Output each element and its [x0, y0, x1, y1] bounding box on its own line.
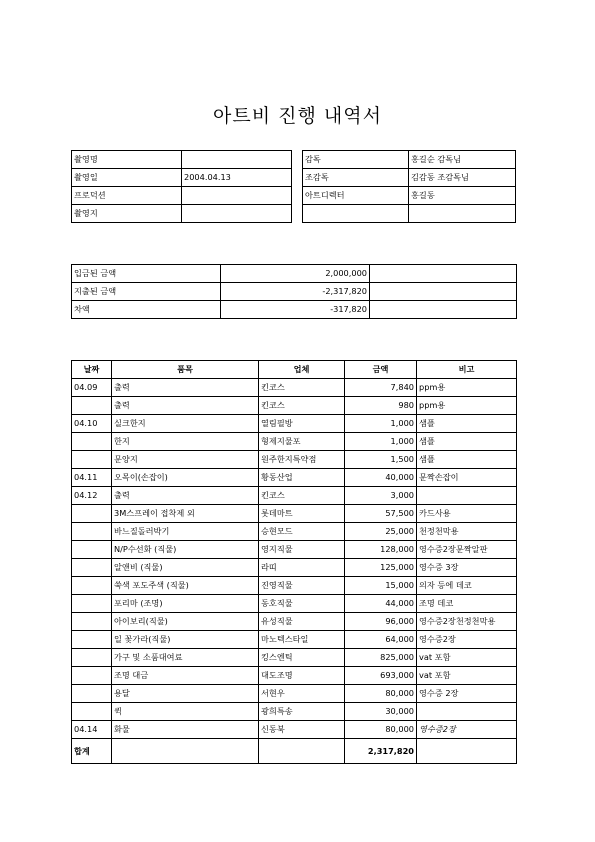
row-vendor: 마노텍스타일: [259, 631, 345, 649]
info-row: [72, 169, 292, 187]
row-vendor: 라띠: [259, 559, 345, 577]
row-item: 실크한지: [112, 415, 259, 433]
row-item: 출력: [112, 487, 259, 505]
summary-label: 입금된 금액: [72, 265, 221, 283]
row-note: 영수증2장천정천막용: [417, 613, 517, 631]
row-note: 샘플: [417, 415, 517, 433]
table-row: [72, 667, 517, 685]
info-value: [182, 151, 292, 169]
table-row: [72, 505, 517, 523]
row-note: 영수증2장문짝알판: [417, 541, 517, 559]
row-date: 04.11: [72, 469, 112, 487]
row-date: [72, 631, 112, 649]
row-vendor: 롯데마트: [259, 505, 345, 523]
row-item: 아이보리(직물): [112, 613, 259, 631]
row-item: 한지: [112, 433, 259, 451]
row-date: [72, 433, 112, 451]
row-amount: 40,000: [345, 469, 417, 487]
row-amount: 30,000: [345, 703, 417, 721]
col-header-date: 날짜: [72, 361, 112, 379]
row-note: 샘플: [417, 433, 517, 451]
row-item: 문양지: [112, 451, 259, 469]
table-row: [72, 595, 517, 613]
info-row: [72, 187, 292, 205]
total-row: [72, 739, 517, 764]
summary-blank: [370, 283, 517, 301]
summary-label: 지출된 금액: [72, 283, 221, 301]
info-row: [72, 151, 292, 169]
row-date: [72, 397, 112, 415]
row-item: 포리마 (조명): [112, 595, 259, 613]
row-note: 문짝손잡이: [417, 469, 517, 487]
row-amount: 80,000: [345, 721, 417, 739]
total-blank: [112, 739, 259, 764]
info-row: [72, 205, 292, 223]
col-header-note: 비고: [417, 361, 517, 379]
info-label: [303, 205, 409, 223]
row-amount: 3,000: [345, 487, 417, 505]
row-amount: 80,000: [345, 685, 417, 703]
total-blank: [417, 739, 517, 764]
row-vendor: 승현모드: [259, 523, 345, 541]
row-vendor: 영지직물: [259, 541, 345, 559]
info-row: [303, 187, 516, 205]
info-label: 감독: [303, 151, 409, 169]
row-date: [72, 595, 112, 613]
row-item: 일 꽃가라(직물): [112, 631, 259, 649]
row-item: 알앤비 (직물): [112, 559, 259, 577]
row-item: 오목이(손잡이): [112, 469, 259, 487]
info-label: 촬영명: [72, 151, 182, 169]
info-row: [303, 151, 516, 169]
row-amount: 1,000: [345, 415, 417, 433]
table-row: [72, 703, 517, 721]
info-value: 김감동 조감독님: [409, 169, 516, 187]
table-row: [72, 379, 517, 397]
row-item: 출력: [112, 397, 259, 415]
col-header-amount: 금액: [345, 361, 417, 379]
info-value: 홍길순 감독님: [409, 151, 516, 169]
row-note: 조명 데코: [417, 595, 517, 613]
total-blank: [259, 739, 345, 764]
row-amount: 64,000: [345, 631, 417, 649]
table-row: [72, 451, 517, 469]
row-note: vat 포함: [417, 667, 517, 685]
row-note: 천정천막용: [417, 523, 517, 541]
row-item: 바느질돌러박기: [112, 523, 259, 541]
row-item: 화물: [112, 721, 259, 739]
row-amount: 96,000: [345, 613, 417, 631]
row-item: 출력: [112, 379, 259, 397]
row-note: [417, 703, 517, 721]
info-value: [409, 205, 516, 223]
summary-row: [72, 265, 517, 283]
row-vendor: 킨코스: [259, 487, 345, 505]
row-note: 카드사용: [417, 505, 517, 523]
page-title: 아트비 진행 내역서: [213, 105, 382, 127]
info-row: [303, 169, 516, 187]
row-note: vat 포함: [417, 649, 517, 667]
table-row: [72, 397, 517, 415]
row-vendor: 광희특송: [259, 703, 345, 721]
info-value: 2004.04.13: [182, 169, 292, 187]
col-header-vendor: 업체: [259, 361, 345, 379]
row-vendor: 진영직물: [259, 577, 345, 595]
row-vendor: 서현우: [259, 685, 345, 703]
row-amount: 25,000: [345, 523, 417, 541]
row-note: 영수증2장: [417, 631, 517, 649]
info-label: 촬영지: [72, 205, 182, 223]
info-label: 조감독: [303, 169, 409, 187]
row-item: 퀵: [112, 703, 259, 721]
info-label: 프로덕션: [72, 187, 182, 205]
row-vendor: 형제지물포: [259, 433, 345, 451]
row-date: [72, 577, 112, 595]
row-vendor: 신동북: [259, 721, 345, 739]
table-row: [72, 523, 517, 541]
row-date: [72, 541, 112, 559]
col-header-item: 품목: [112, 361, 259, 379]
row-note: ppm용: [417, 379, 517, 397]
row-amount: 44,000: [345, 595, 417, 613]
summary-table: [71, 264, 517, 319]
row-note: 영수증2장: [417, 721, 517, 739]
row-note: 샘플: [417, 451, 517, 469]
row-vendor: 유성직물: [259, 613, 345, 631]
row-item: N/P수선화 (직물): [112, 541, 259, 559]
row-vendor: 원주한지특약점: [259, 451, 345, 469]
row-date: [72, 703, 112, 721]
summary-value: -2,317,820: [221, 283, 370, 301]
info-value: 홍길동: [409, 187, 516, 205]
row-date: [72, 649, 112, 667]
table-row: [72, 469, 517, 487]
row-date: [72, 613, 112, 631]
row-item: 가구 및 소품대여료: [112, 649, 259, 667]
summary-label: 차액: [72, 301, 221, 319]
summary-blank: [370, 301, 517, 319]
summary-row: [72, 301, 517, 319]
row-note: 영수증 3장: [417, 559, 517, 577]
table-row: [72, 415, 517, 433]
row-vendor: 킹스엔틱: [259, 649, 345, 667]
info-value: [182, 205, 292, 223]
row-date: [72, 559, 112, 577]
row-note: 의자 등에 데코: [417, 577, 517, 595]
info-value: [182, 187, 292, 205]
row-item: 3M스프레이 접착제 외: [112, 505, 259, 523]
row-item: 용달: [112, 685, 259, 703]
table-row: [72, 649, 517, 667]
table-header-row: [72, 361, 517, 379]
total-label: 합계: [72, 739, 112, 764]
table-row: [72, 541, 517, 559]
row-note: 영수증 2장: [417, 685, 517, 703]
table-row: [72, 685, 517, 703]
row-note: [417, 487, 517, 505]
table-row: [72, 631, 517, 649]
info-row: [303, 205, 516, 223]
total-value: 2,317,820: [345, 739, 417, 764]
row-amount: 125,000: [345, 559, 417, 577]
row-amount: 57,500: [345, 505, 417, 523]
row-amount: 1,500: [345, 451, 417, 469]
info-label: 아트디렉터: [303, 187, 409, 205]
row-amount: 980: [345, 397, 417, 415]
info-right-table: [302, 150, 516, 223]
row-date: [72, 451, 112, 469]
row-date: [72, 505, 112, 523]
row-date: 04.10: [72, 415, 112, 433]
row-vendor: 황동산업: [259, 469, 345, 487]
summary-value: 2,000,000: [221, 265, 370, 283]
table-row: [72, 559, 517, 577]
row-vendor: 열림필방: [259, 415, 345, 433]
row-date: [72, 523, 112, 541]
row-amount: 7,840: [345, 379, 417, 397]
row-vendor: 대도조명: [259, 667, 345, 685]
row-vendor: 동호직물: [259, 595, 345, 613]
row-amount: 15,000: [345, 577, 417, 595]
info-left-table: [71, 150, 292, 223]
table-row: [72, 613, 517, 631]
row-item: 조명 대금: [112, 667, 259, 685]
row-vendor: 킨코스: [259, 379, 345, 397]
row-vendor: 킨코스: [259, 397, 345, 415]
row-date: 04.09: [72, 379, 112, 397]
row-amount: 128,000: [345, 541, 417, 559]
info-label: 촬영일: [72, 169, 182, 187]
expense-table: [71, 360, 517, 764]
table-row: [72, 433, 517, 451]
row-date: [72, 685, 112, 703]
row-date: 04.14: [72, 721, 112, 739]
row-date: 04.12: [72, 487, 112, 505]
summary-blank: [370, 265, 517, 283]
row-date: [72, 667, 112, 685]
row-note: ppm용: [417, 397, 517, 415]
row-item: 쑥색 포도주색 (직물): [112, 577, 259, 595]
table-row: [72, 487, 517, 505]
row-amount: 693,000: [345, 667, 417, 685]
row-amount: 1,000: [345, 433, 417, 451]
row-amount: 825,000: [345, 649, 417, 667]
summary-row: [72, 283, 517, 301]
table-row: [72, 721, 517, 739]
table-row: [72, 577, 517, 595]
summary-value: -317,820: [221, 301, 370, 319]
